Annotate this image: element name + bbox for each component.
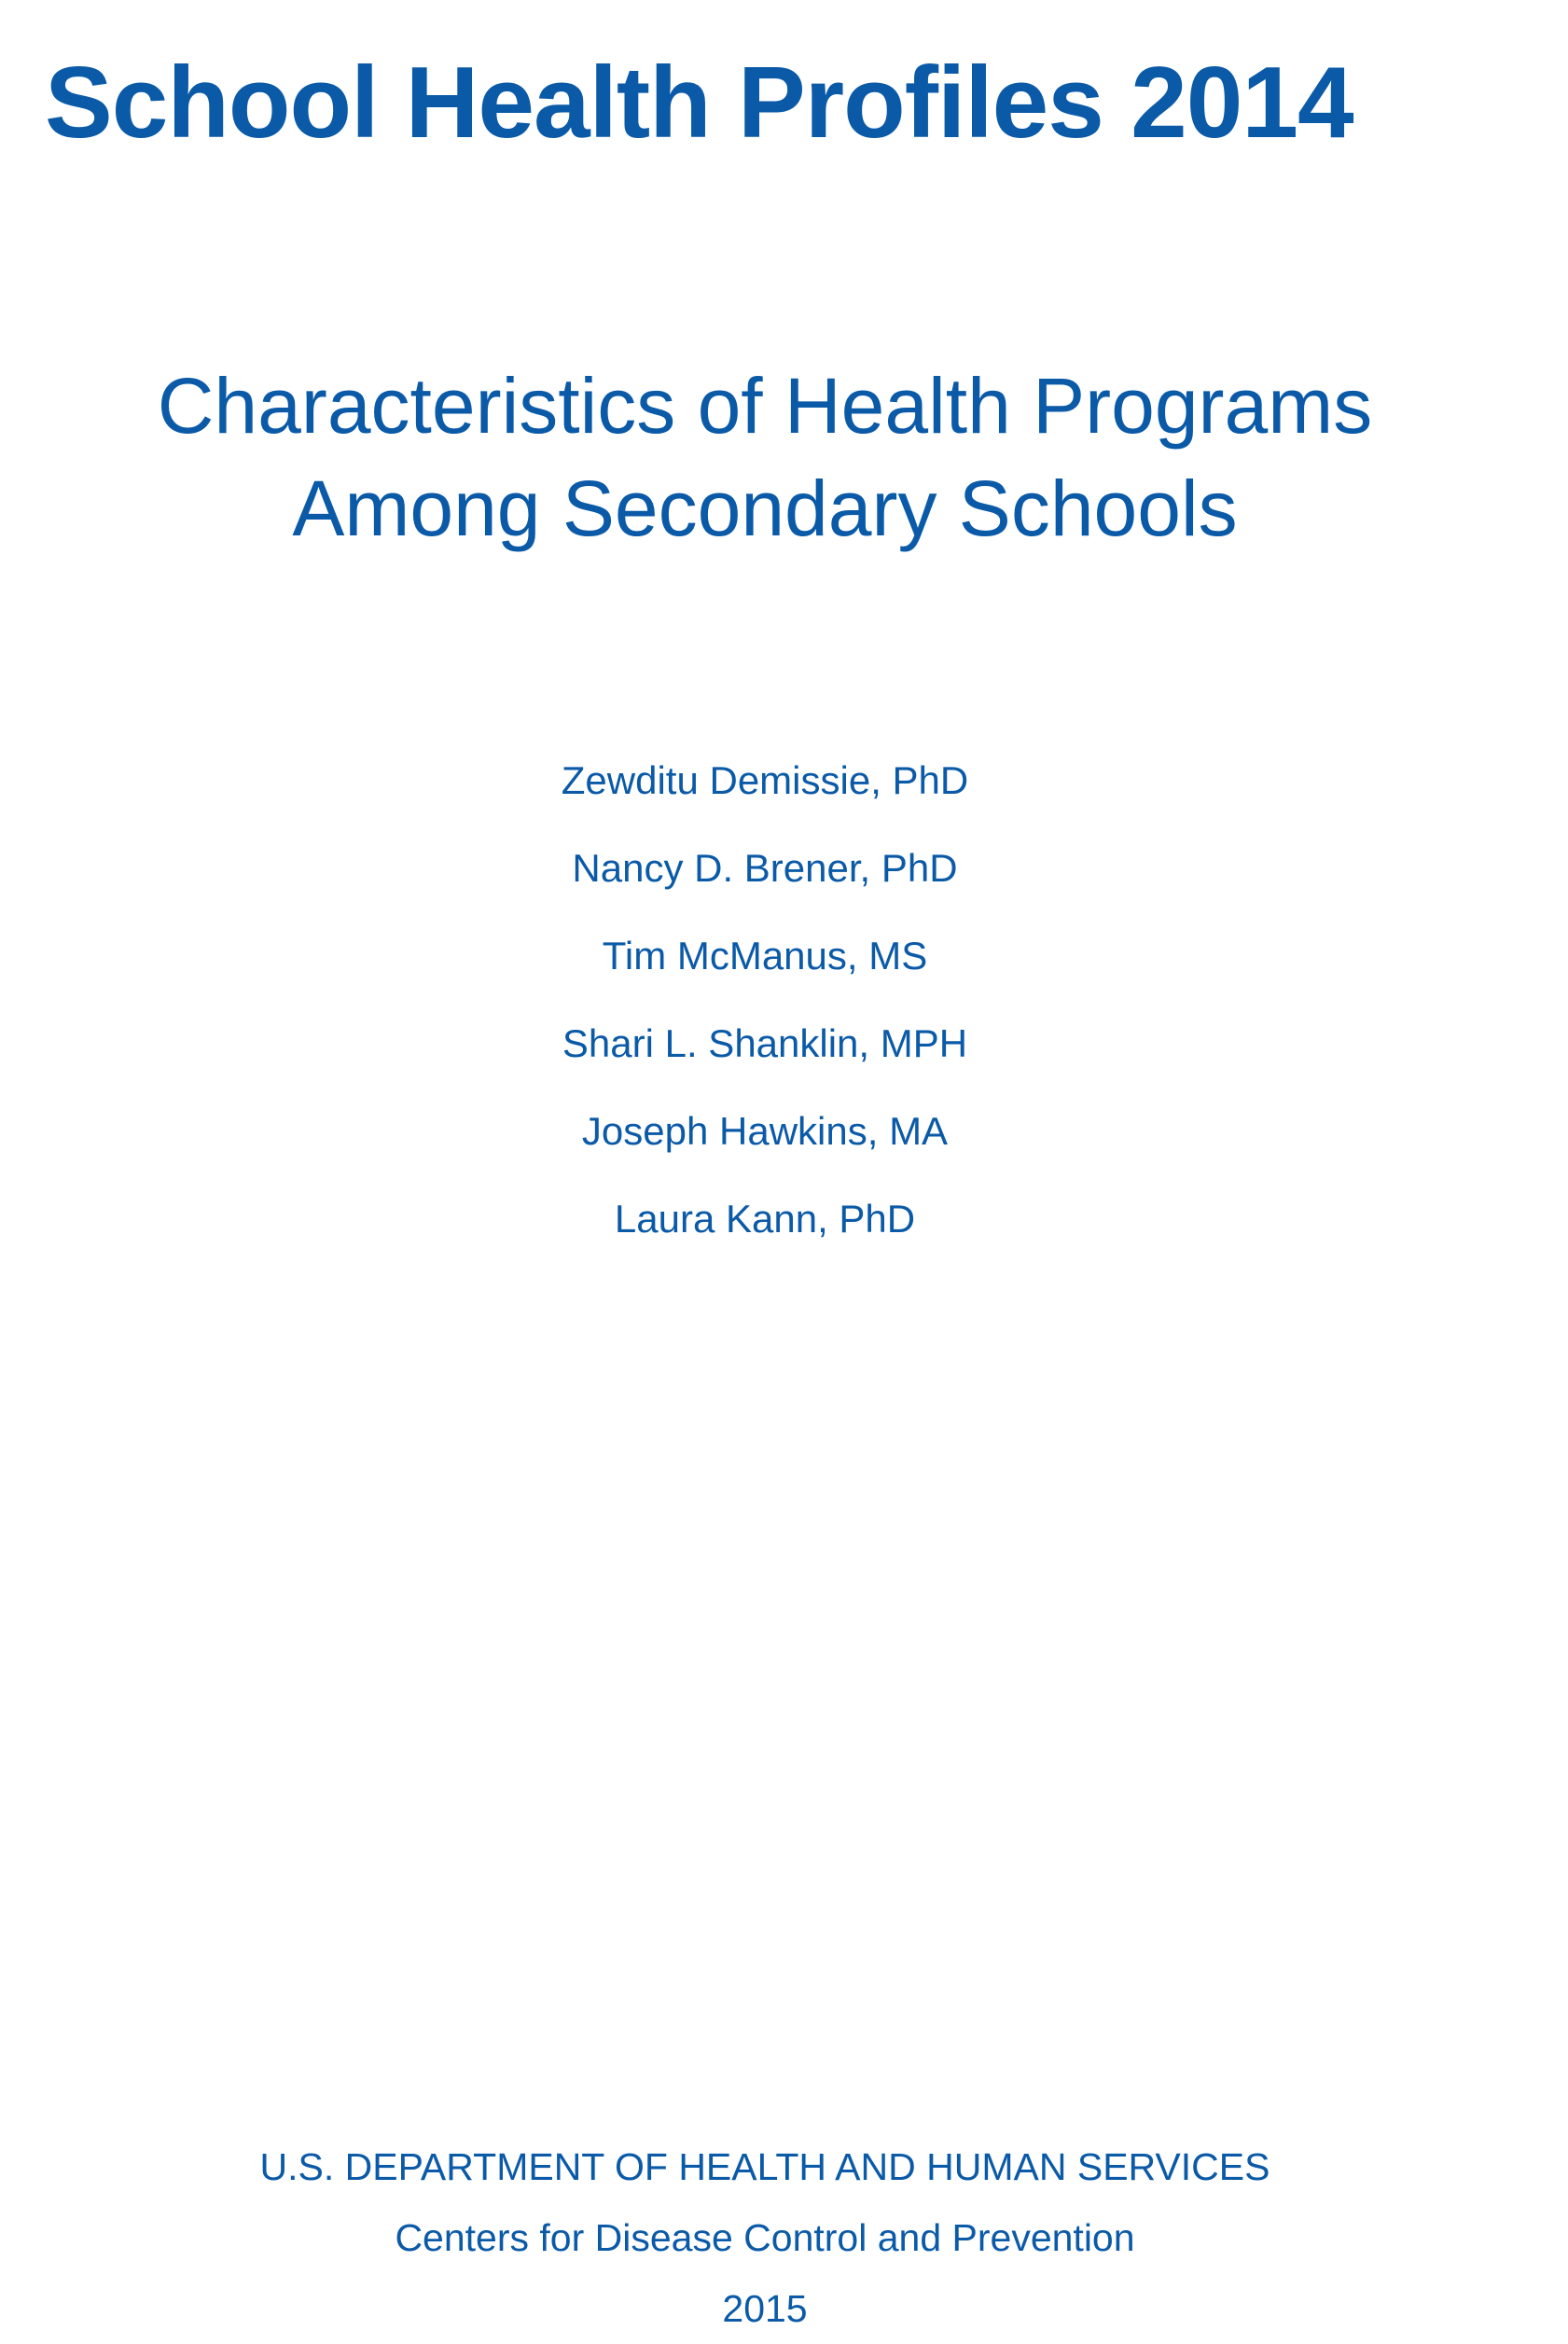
author-name: Laura Kann, PhD [614, 1197, 916, 1241]
author-name: Joseph Hawkins, MA [581, 1109, 949, 1153]
publisher-agency: Centers for Disease Control and Prevention [395, 2216, 1135, 2259]
subtitle-line-1: Characteristics of Health Programs [157, 362, 1373, 450]
subtitle-line-2: Among Secondary Schools [292, 465, 1238, 552]
publisher-block [0, 2131, 1530, 2344]
author-name: Zewditu Demissie, PhD [561, 758, 969, 802]
author-list [0, 737, 1530, 1263]
publication-year: 2015 [722, 2287, 808, 2330]
publisher-department: U.S. DEPARTMENT OF HEALTH AND HUMAN SERVICES [259, 2145, 1270, 2188]
author-name: Tim McManus, MS [602, 934, 928, 978]
subtitle [0, 354, 1530, 560]
page-title: School Health Profiles 2014 [45, 46, 1353, 160]
author-name: Shari L. Shanklin, MPH [562, 1021, 968, 1065]
author-name: Nancy D. Brener, PhD [572, 846, 958, 890]
